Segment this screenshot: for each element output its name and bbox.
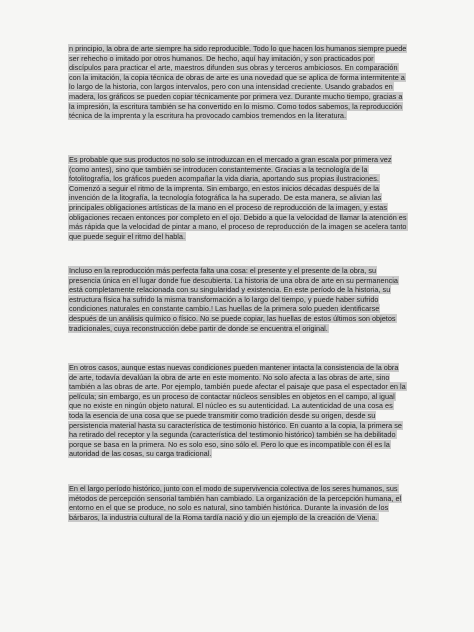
- paragraph-4: [68, 363, 408, 459]
- paragraph-2: [68, 155, 408, 241]
- paragraph-1-text: n principio, la obra de arte siempre ha sido reproducible. Todo lo que hacen los humanos siempre puede ser rehecho o imitado por otros humanos. De hecho, aquí hay imitación, y son practicados por discípulos para practicar el arte, maestros difunden sus obras y terceros ambiciosos. En comparación con la imitación, la copia técnica de obras de arte es una novedad que se aplica de forma intermitente a lo largo de la historia, con largos intervalos, pero con una intensidad creciente. Usando grabados en madera, los gráficos se pueden copiar técnicamente por primera vez. Durante mucho tiempo, gracias a la impresión, la escritura también se ha convertido en lo mismo. Como todos sabemos, la reproducción técnica de la imprenta y la escritura ha provocado cambios tremendos en la literatura.: [69, 44, 407, 121]
- paragraph-2-text: Es probable que sus productos no solo se introduzcan en el mercado a gran escala por primera vez (como antes), sino que también se introducen constantemente. Gracias a la tecnología de la fotolitografía, los gráficos pueden acompañar la vida diaria, aportando sus propias ilustraciones. Comenzó a seguir el ritmo de la imprenta. Sin embargo, en estos inicios décadas después de la invención de la litografía, la tecnología fotográfica la ha superado. De esta manera, se alivian las principales obligaciones artísticas de la mano en el proceso de reproducción de la imagen, y estas obligaciones recaen entonces por completo en el ojo. Debido a que la velocidad de llamar la atención es más rápida que la velocidad de pintar a mano, el proceso de reproducción de la imagen se acelera tanto que puede seguir el ritmo del habla.: [69, 155, 407, 241]
- paragraph-3-text: Incluso en la reproducción más perfecta falta una cosa: el presente y el presente de la obra, su presencia única en el lugar donde fue descubierta. La historia de una obra de arte en su permanencia está completamente relacionada con su singularidad y existencia. En este período de la historia, su estructura física ha sufrido la misma transformación a lo largo del tiempo, y puede haber sufrido condiciones naturales en constante cambio.! Las huellas de la primera solo pueden identificarse después de un análisis químico o físico. No se puede copiar, las huellas de estos últimos son objetos tradicionales, cuya reconstrucción debe partir de donde se encuentra el original.: [69, 266, 398, 333]
- paragraph-4-text: En otros casos, aunque estas nuevas condiciones pueden mantener intacta la consistencia de la obra de arte, todavía devalúan la obra de arte en este momento. No solo afecta a las obras de arte, sino también a las obras de arte. Por ejemplo, también puede afectar el paisaje que pasa el espectador en la película; sin embargo, es un proceso de contactar núcleos sensibles en objetos en el campo, al igual que no existe en ningún objeto natural. El núcleo es su autenticidad. La autenticidad de una cosa es toda la esencia de una cosa que se puede transmitir como tradición desde su origen, desde su persistencia material hasta su característica de testimonio histórico. En cuanto a la copia, la primera se ha retirado del receptor y la segunda (característica del testimonio histórico) también se ha debilitado porque se basa en la primera. No es solo eso, sino sólo el. Pero lo que es incompatible con él es la autoridad de las cosas, su carga tradicional.: [69, 363, 406, 459]
- paragraph-5: [68, 484, 408, 522]
- paragraph-1: [68, 44, 408, 121]
- paragraph-3: [68, 266, 408, 333]
- paragraph-5-text: En el largo período histórico, junto con el modo de supervivencia colectiva de los seres humanos, sus métodos de percepción sensorial también han cambiado. La organización de la percepción humana, el entorno en el que se produce, no solo es natural, sino también histórica. Durante la invasión de los bárbaros, la industria cultural de la Roma tardía nació y dio un ejemplo de la creación de Viena.: [69, 484, 402, 522]
